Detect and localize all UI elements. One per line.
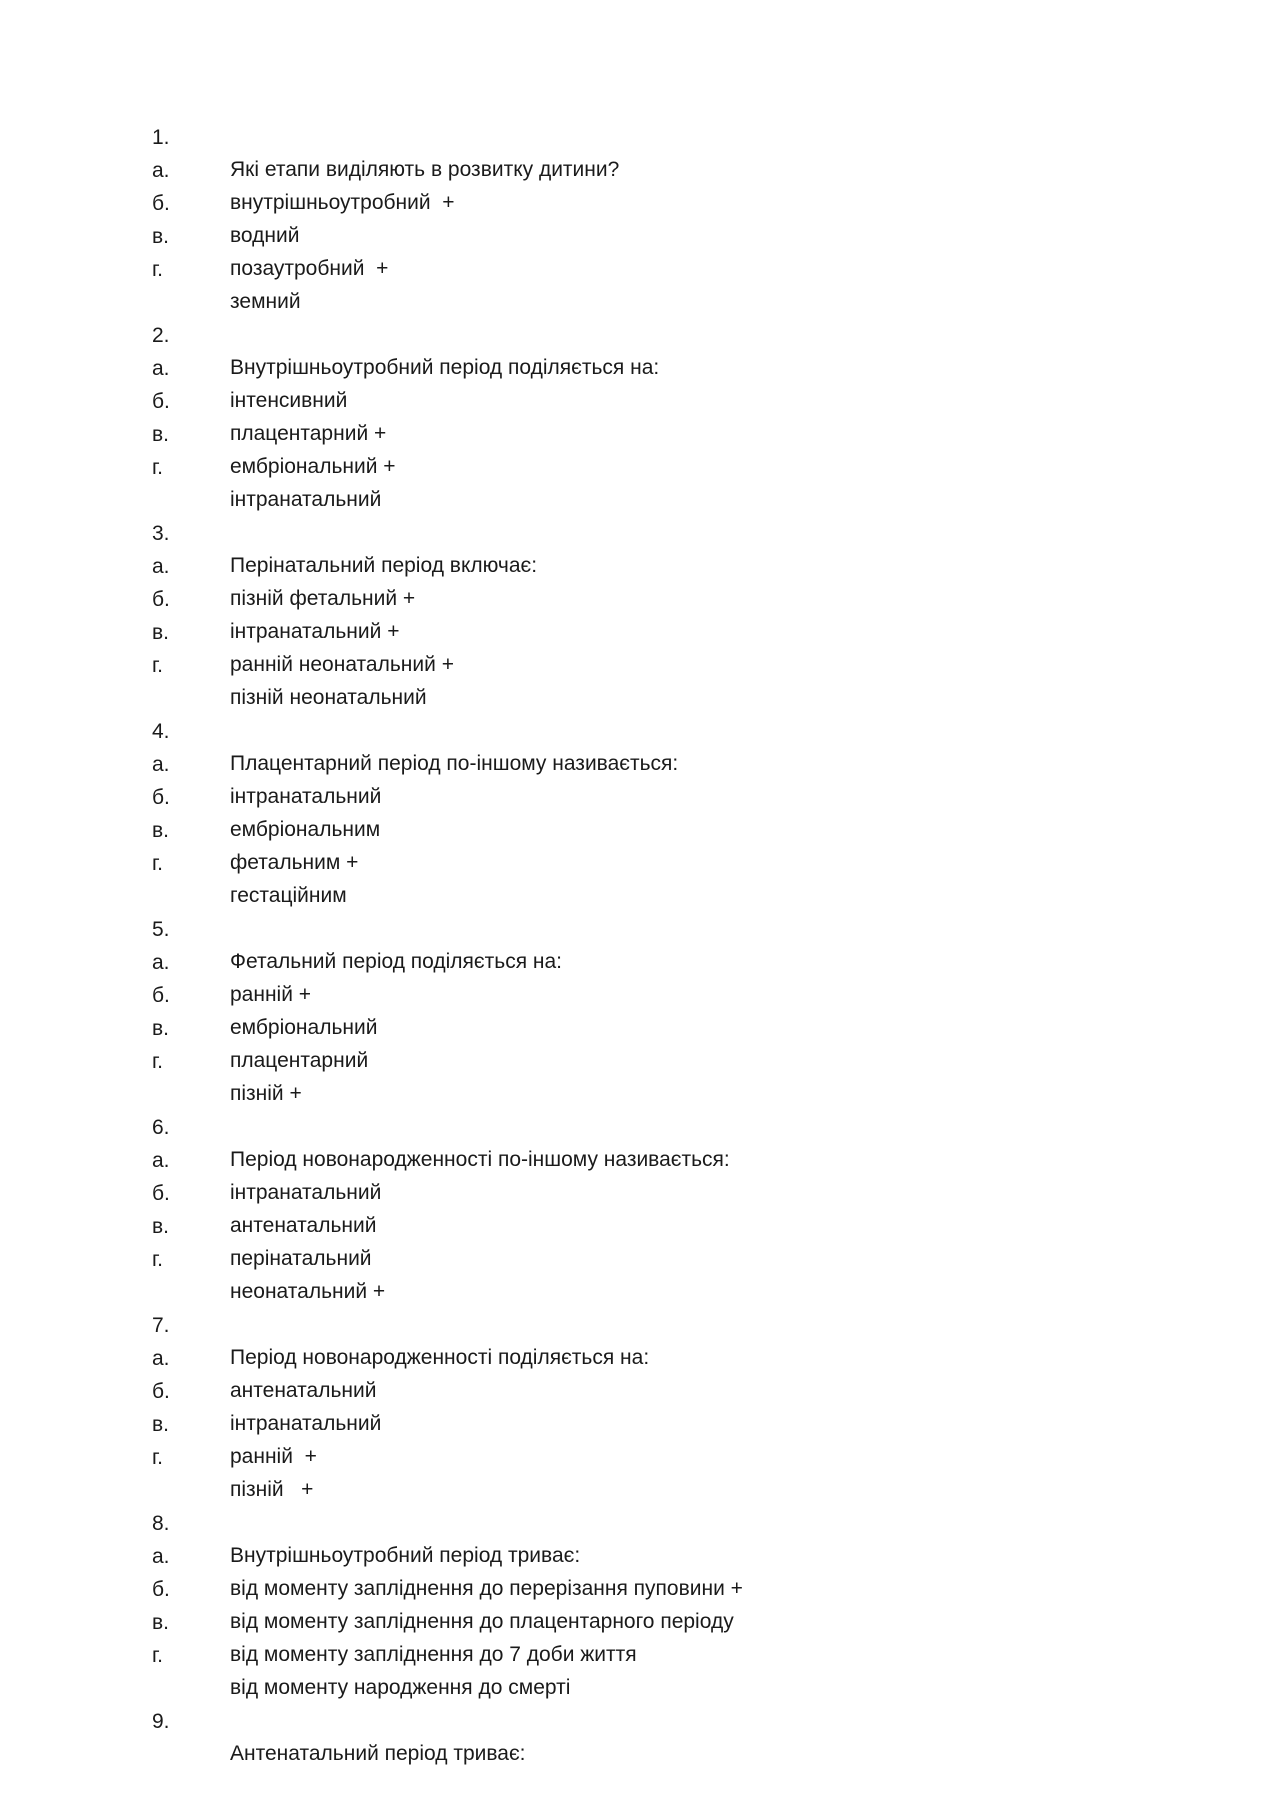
question-number: 7. <box>152 1314 170 1337</box>
question-3 <box>0 486 1280 577</box>
question-number: 8. <box>152 1512 170 1535</box>
option-text: антенатальний <box>230 1214 377 1237</box>
option-text: від моменту народження до смерті <box>230 1676 571 1699</box>
option-text: інтранатальний <box>230 488 382 511</box>
option-text: водний <box>230 224 300 247</box>
question-text: Період новонародженності поділяється на: <box>230 1346 650 1369</box>
question-text: Фетальний період поділяється на: <box>230 950 563 973</box>
option-label: б. <box>152 192 170 215</box>
option-text: позаутробний + <box>230 257 389 280</box>
option-label: г. <box>152 654 163 677</box>
question-1 <box>0 90 1280 181</box>
option-text: перінатальний <box>230 1247 372 1270</box>
option-label: в. <box>152 1611 169 1634</box>
option-label: а. <box>152 159 170 182</box>
option-label: в. <box>152 1017 169 1040</box>
option-label: б. <box>152 786 170 809</box>
option-label: в. <box>152 1215 169 1238</box>
option-text: від моменту запліднення до плацентарного періоду <box>230 1610 734 1633</box>
option-text: гестаційним <box>230 884 347 907</box>
option-text: ембріональним <box>230 818 381 841</box>
option-text: ранній + <box>230 983 312 1006</box>
option-text: інтранатальний <box>230 1412 382 1435</box>
option-text: внутрішньоутробний + <box>230 191 455 214</box>
option-text: інтранатальний <box>230 1181 382 1204</box>
question-number: 3. <box>152 522 170 545</box>
option-text: інтенсивний <box>230 389 348 412</box>
question-4 <box>0 684 1280 775</box>
option-label: а. <box>152 1545 170 1568</box>
question-number: 1. <box>152 126 170 149</box>
question-text: Внутрішньоутробний період поділяється на: <box>230 356 660 379</box>
option-text: від моменту запліднення до перерізання пуповини + <box>230 1577 743 1600</box>
option-label: г. <box>152 1446 163 1469</box>
option-text: земний <box>230 290 301 313</box>
option-label: г. <box>152 1050 163 1073</box>
option-text: пізній + <box>230 1082 302 1105</box>
question-9 <box>0 1674 1280 1765</box>
option-label: б. <box>152 588 170 611</box>
question-text: Які етапи виділяють в розвитку дитини? <box>230 158 620 181</box>
option-text: антенатальний <box>230 1379 377 1402</box>
option-label: в. <box>152 225 169 248</box>
question-text: Перінатальний період включає: <box>230 554 538 577</box>
option-text: плацентарний <box>230 1049 369 1072</box>
option-label: б. <box>152 1578 170 1601</box>
option-label: а. <box>152 1347 170 1370</box>
question-text: Внутрішньоутробний період триває: <box>230 1544 581 1567</box>
option-label: в. <box>152 1413 169 1436</box>
option-label: а. <box>152 951 170 974</box>
option-text: пізній + <box>230 1478 314 1501</box>
option-label: в. <box>152 423 169 446</box>
option-text: ранній + <box>230 1445 317 1468</box>
question-5 <box>0 882 1280 973</box>
option-text: фетальним + <box>230 851 359 874</box>
option-text: ранній неонатальний + <box>230 653 454 676</box>
option-text: інтранатальний + <box>230 620 400 643</box>
option-label: г. <box>152 1248 163 1271</box>
question-number: 2. <box>152 324 170 347</box>
option-text: неонатальний + <box>230 1280 386 1303</box>
option-text: ембріональний <box>230 1016 378 1039</box>
question-number: 6. <box>152 1116 170 1139</box>
question-7 <box>0 1278 1280 1369</box>
question-number: 9. <box>152 1710 170 1733</box>
question-text: Період новонародженності по-іншому називається: <box>230 1148 730 1171</box>
option-text: пізній неонатальний <box>230 686 427 709</box>
option-text: плацентарний + <box>230 422 387 445</box>
option-text: від моменту запліднення до 7 доби життя <box>230 1643 637 1666</box>
option-label: в. <box>152 819 169 842</box>
question-text: Плацентарний період по-іншому називається: <box>230 752 679 775</box>
option-label: б. <box>152 390 170 413</box>
option-label: б. <box>152 1182 170 1205</box>
question-8 <box>0 1476 1280 1567</box>
question-2 <box>0 288 1280 379</box>
question-text: Антенатальний період триває: <box>230 1742 526 1765</box>
option-label: г. <box>152 852 163 875</box>
question-number: 4. <box>152 720 170 743</box>
option-text: пізній фетальний + <box>230 587 416 610</box>
option-label: в. <box>152 621 169 644</box>
option-label: б. <box>152 984 170 1007</box>
question-number: 5. <box>152 918 170 941</box>
option-label: г. <box>152 258 163 281</box>
option-label: а. <box>152 1149 170 1172</box>
option-label: г. <box>152 456 163 479</box>
option-label: а. <box>152 357 170 380</box>
option-text: інтранатальний <box>230 785 382 808</box>
option-label: а. <box>152 753 170 776</box>
option-label: б. <box>152 1380 170 1403</box>
option-label: г. <box>152 1644 163 1667</box>
question-6 <box>0 1080 1280 1171</box>
option-label: а. <box>152 555 170 578</box>
option-text: ембріональний + <box>230 455 396 478</box>
